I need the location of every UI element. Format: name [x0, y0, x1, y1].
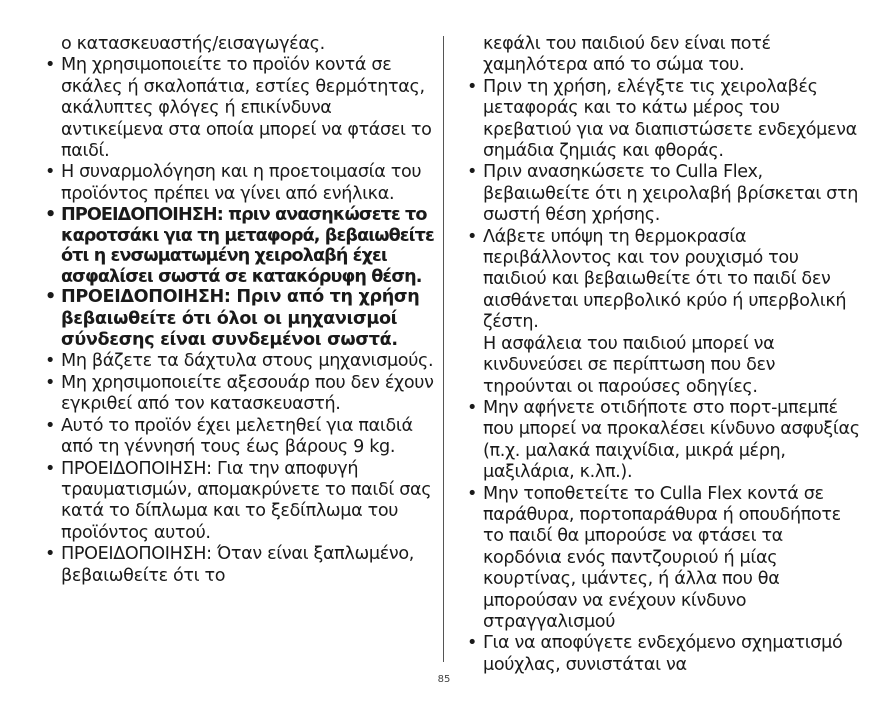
- warning-item: • ΠΡΟΕΙΔΟΠΟΙΗΣΗ: πριν ανασηκώσετε το καροτσάκι για τη μεταφορά, βεβαιωθείτε ότι η ενσωματωμένη χειρολαβή έχει ασφαλίσει σωστά σε κατακόρυφη θέση.: [44, 205, 436, 287]
- safety-list-right-continued: [466, 398, 862, 676]
- left-column: [44, 34, 436, 587]
- list-item: • Μην αφήνετε οτιδήποτε στο πορτ-μπεμπέ που μπορεί να προκαλέσει κίνδυνο ασφυξίας (π.χ. μαλακά παιχνίδια, μικρά μέρη, μαξιλάρια, κ.λπ.).: [466, 398, 862, 484]
- list-item: • Μη χρησιμοποιείτε το προϊόν κοντά σε σκάλες ή σκαλοπάτια, εστίες θερμότητας, ακάλυπτες φλόγες ή επικίνδυνα αντικείμενα στα οποία μπορεί να φτάσει το παιδί.: [44, 55, 436, 162]
- continued-text: ο κατασκευαστής/εισαγωγέας.: [61, 34, 325, 54]
- page-number: 85: [437, 674, 451, 685]
- warning-item: • ΠΡΟΕΙΔΟΠΟΙΗΣΗ: Πριν από τη χρήση βεβαιωθείτε ότι όλοι οι μηχανισμοί σύνδεσης είναι συνδεμένοι σωστά.: [44, 287, 436, 351]
- column-divider: [443, 36, 444, 662]
- continued-text: κεφάλι του παιδιού δεν είναι ποτέ χαμηλότερα από το σώμα του.: [483, 34, 771, 76]
- safety-list-left: [44, 55, 436, 587]
- list-item: • Μη χρησιμοποιείτε αξεσουάρ που δεν έχουν εγκριθεί από τον κατασκευαστή.: [44, 373, 436, 416]
- list-item: • Λάβετε υπόψη τη θερμοκρασία περιβάλλοντος και τον ρουχισμό του παιδιού και βεβαιωθείτε ότι το παιδί δεν αισθάνεται υπερβολικό κρύο ή υπερβολική ζέστη.: [466, 227, 862, 334]
- list-item: • Για να αποφύγετε ενδεχόμενο σχηματισμό μούχλας, συνιστάται να: [466, 633, 862, 676]
- safety-list-right: [466, 77, 862, 334]
- safety-note: Η ασφάλεια του παιδιού μπορεί να κινδυνεύσει σε περίπτωση που δεν τηρούνται οι παρούσες οδηγίες.: [483, 333, 776, 397]
- list-item: • Μη βάζετε τα δάχτυλα στους μηχανισμούς.: [44, 351, 436, 372]
- list-item: • Πριν ανασηκώσετε το Culla Flex, βεβαιωθείτε ότι η χειρολαβή βρίσκεται στη σωστή θέση χρήσης.: [466, 162, 862, 226]
- right-column: [466, 34, 862, 676]
- warning-item: • ΠΡΟΕΙΔΟΠΟΙΗΣΗ: Για την αποφυγή τραυματισμών, απομακρύνετε το παιδί σας κατά το δίπλωμα και το ξεδίπλωμα του προϊόντος αυτού.: [44, 459, 436, 545]
- list-item: • Μην τοποθετείτε το Culla Flex κοντά σε παράθυρα, πορτοπαράθυρα ή οπουδήποτε το παιδί θα μπορούσε να φτάσει τα κορδόνια ενός παντζουριού ή μίας κουρτίνας, ιμάντες, ή άλλα που θα μπορούσαν να ενέχουν κίνδυνο στραγγαλισμού: [466, 484, 862, 634]
- warning-item: • ΠΡΟΕΙΔΟΠΟΙΗΣΗ: Όταν είναι ξαπλωμένο, βεβαιωθείτε ότι το: [44, 544, 436, 587]
- list-item: • Η συναρμολόγηση και η προετοιμασία του προϊόντος πρέπει να γίνει από ενήλικα.: [44, 162, 436, 205]
- list-item: • Πριν τη χρήση, ελέγξτε τις χειρολαβές μεταφοράς και το κάτω μέρος του κρεβατιού για να διαπιστώσετε ενδεχόμενα σημάδια ζημιάς και φθοράς.: [466, 77, 862, 163]
- list-item: • Αυτό το προϊόν έχει μελετηθεί για παιδιά από τη γέννησή τους έως βάρους 9 kg.: [44, 416, 436, 459]
